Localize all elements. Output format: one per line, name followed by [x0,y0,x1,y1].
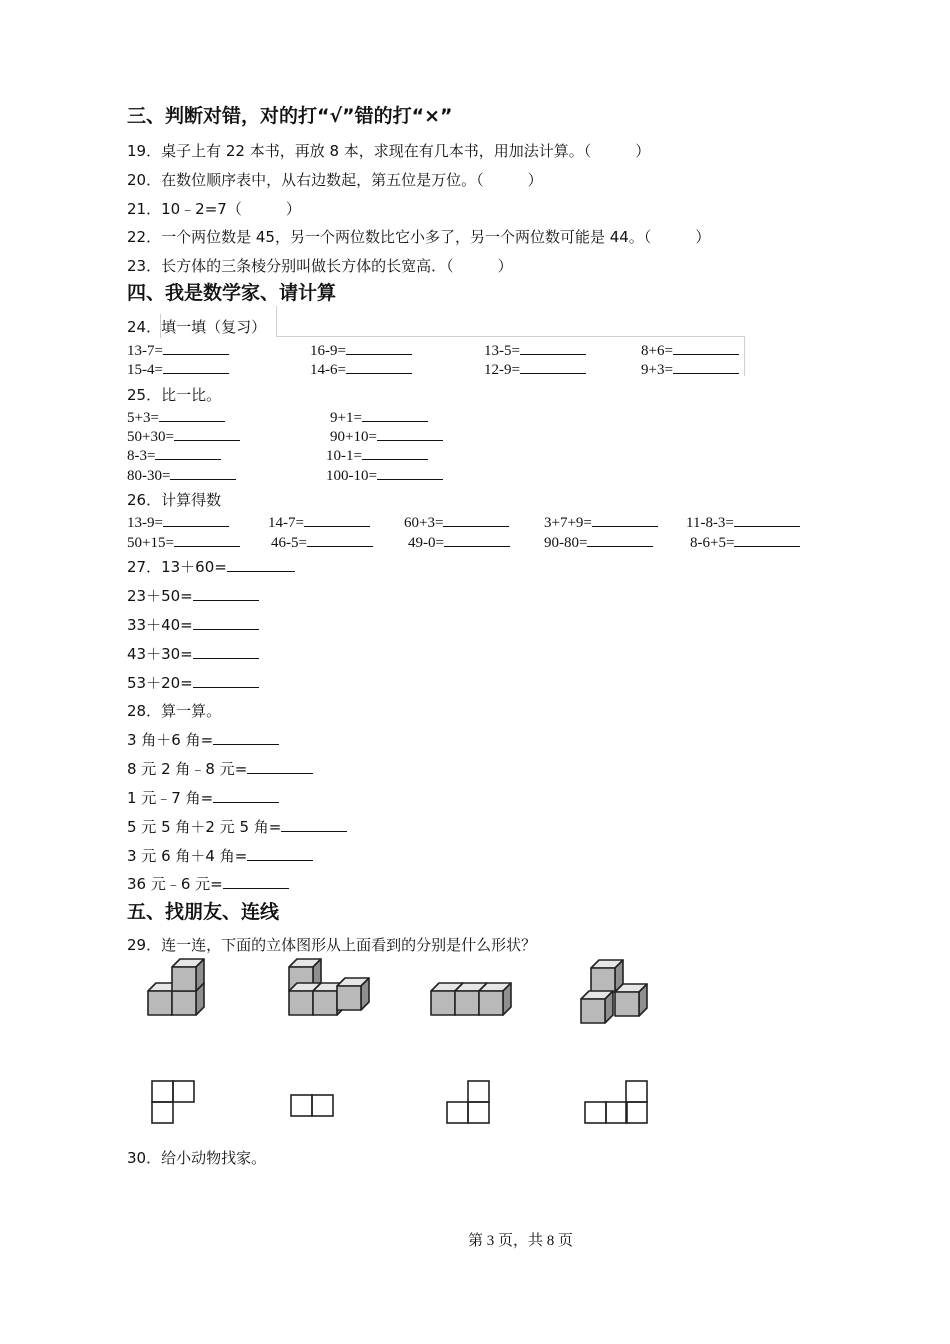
view-cell [152,1081,173,1102]
q28-item-4: 3 元 6 角＋4 角= [127,845,313,866]
q24-r0c3: 8+6= [641,340,739,360]
q25-r3c1: 100-10= [326,465,443,485]
question-19: 19．桌子上有 22 本书，再放 8 本，求现在有几本书，用加法计算。（ ） [127,142,651,160]
q24-r1c2: 12-9= [484,359,586,379]
view-cell [468,1102,489,1123]
q26-r1c2: 49-0= [408,532,510,552]
section-4-title: 四、我是数学家、请计算 [127,282,337,304]
q24-r1c0: 15-4= [127,359,229,379]
q25-r1c1: 90+10= [330,426,443,446]
question-30: 30．给小动物找家。 [127,1149,267,1167]
q26-r0c4: 11-8-3= [686,512,800,532]
view-cell [312,1095,333,1116]
question-21: 21．10﹣2=7（ ） [127,200,301,218]
q27-item-2: 43＋30= [127,643,259,664]
view-cell [447,1102,468,1123]
q26-r0c2: 60+3= [404,512,509,532]
q25-r0c0: 5+3= [127,407,225,427]
q25-r2c0: 8-3= [127,445,221,465]
question-23: 23．长方体的三条棱分别叫做长方体的长宽高．（ ） [127,257,513,275]
q27-item-0: 23＋50= [127,585,259,606]
q24-r0c2: 13-5= [484,340,586,360]
view-cell [291,1095,312,1116]
view-cell [626,1081,647,1102]
section-3-title: 三、判断对错，对的打“√”错的打“×” [127,105,453,127]
q25-r1c0: 50+30= [127,426,240,446]
question-22: 22．一个两位数是 45，另一个两位数比它小多了，另一个两位数可能是 44。（ ） [127,228,711,246]
question-25: 25．比一比。 [127,386,222,404]
section-5-title: 五、找朋友、连线 [127,901,280,923]
q28-item-0: 3 角＋6 角= [127,729,279,750]
view-cell [606,1102,627,1123]
q26-r0c1: 14-7= [268,512,370,532]
q27-item-1: 33＋40= [127,614,259,635]
q25-r3c0: 80-30= [127,465,236,485]
q28-item-5: 36 元﹣6 元= [127,873,289,894]
q26-r0c3: 3+7+9= [544,512,658,532]
q24-r1c1: 14-6= [310,359,412,379]
q26-r1c3: 90-80= [544,532,653,552]
q24-r1c3: 9+3= [641,359,739,379]
q25-r2c1: 10-1= [326,445,428,465]
q25-r0c1: 9+1= [330,407,428,427]
page-footer: 第 3 页，共 8 页 [468,1233,574,1249]
view-cell [173,1081,194,1102]
question-24: 24．填一填（复习） [127,318,267,336]
q26-r0c0: 13-9= [127,512,229,532]
question-27: 27．13＋60= [127,556,295,577]
q28-item-1: 8 元 2 角﹣8 元= [127,758,313,779]
question-20: 20．在数位顺序表中，从右边数起，第五位是万位。（ ） [127,171,543,189]
view-cell [585,1102,606,1123]
q26-r1c4: 8-6+5= [690,532,800,552]
view-cell [468,1081,489,1102]
question-28: 28．算一算。 [127,702,222,720]
view-cell [152,1102,173,1123]
q28-item-3: 5 元 5 角＋2 元 5 角= [127,816,347,837]
q26-r1c1: 46-5= [271,532,373,552]
question-26: 26．计算得数 [127,491,222,509]
q26-r1c0: 50+15= [127,532,240,552]
q24-r0c0: 13-7= [127,340,229,360]
q24-r0c1: 16-9= [310,340,412,360]
view-cell [626,1102,647,1123]
question-29: 29．连一连，下面的立体图形从上面看到的分别是什么形状？ [127,936,537,954]
q27-item-3: 53＋20= [127,672,259,693]
q28-item-2: 1 元﹣7 角= [127,787,279,808]
